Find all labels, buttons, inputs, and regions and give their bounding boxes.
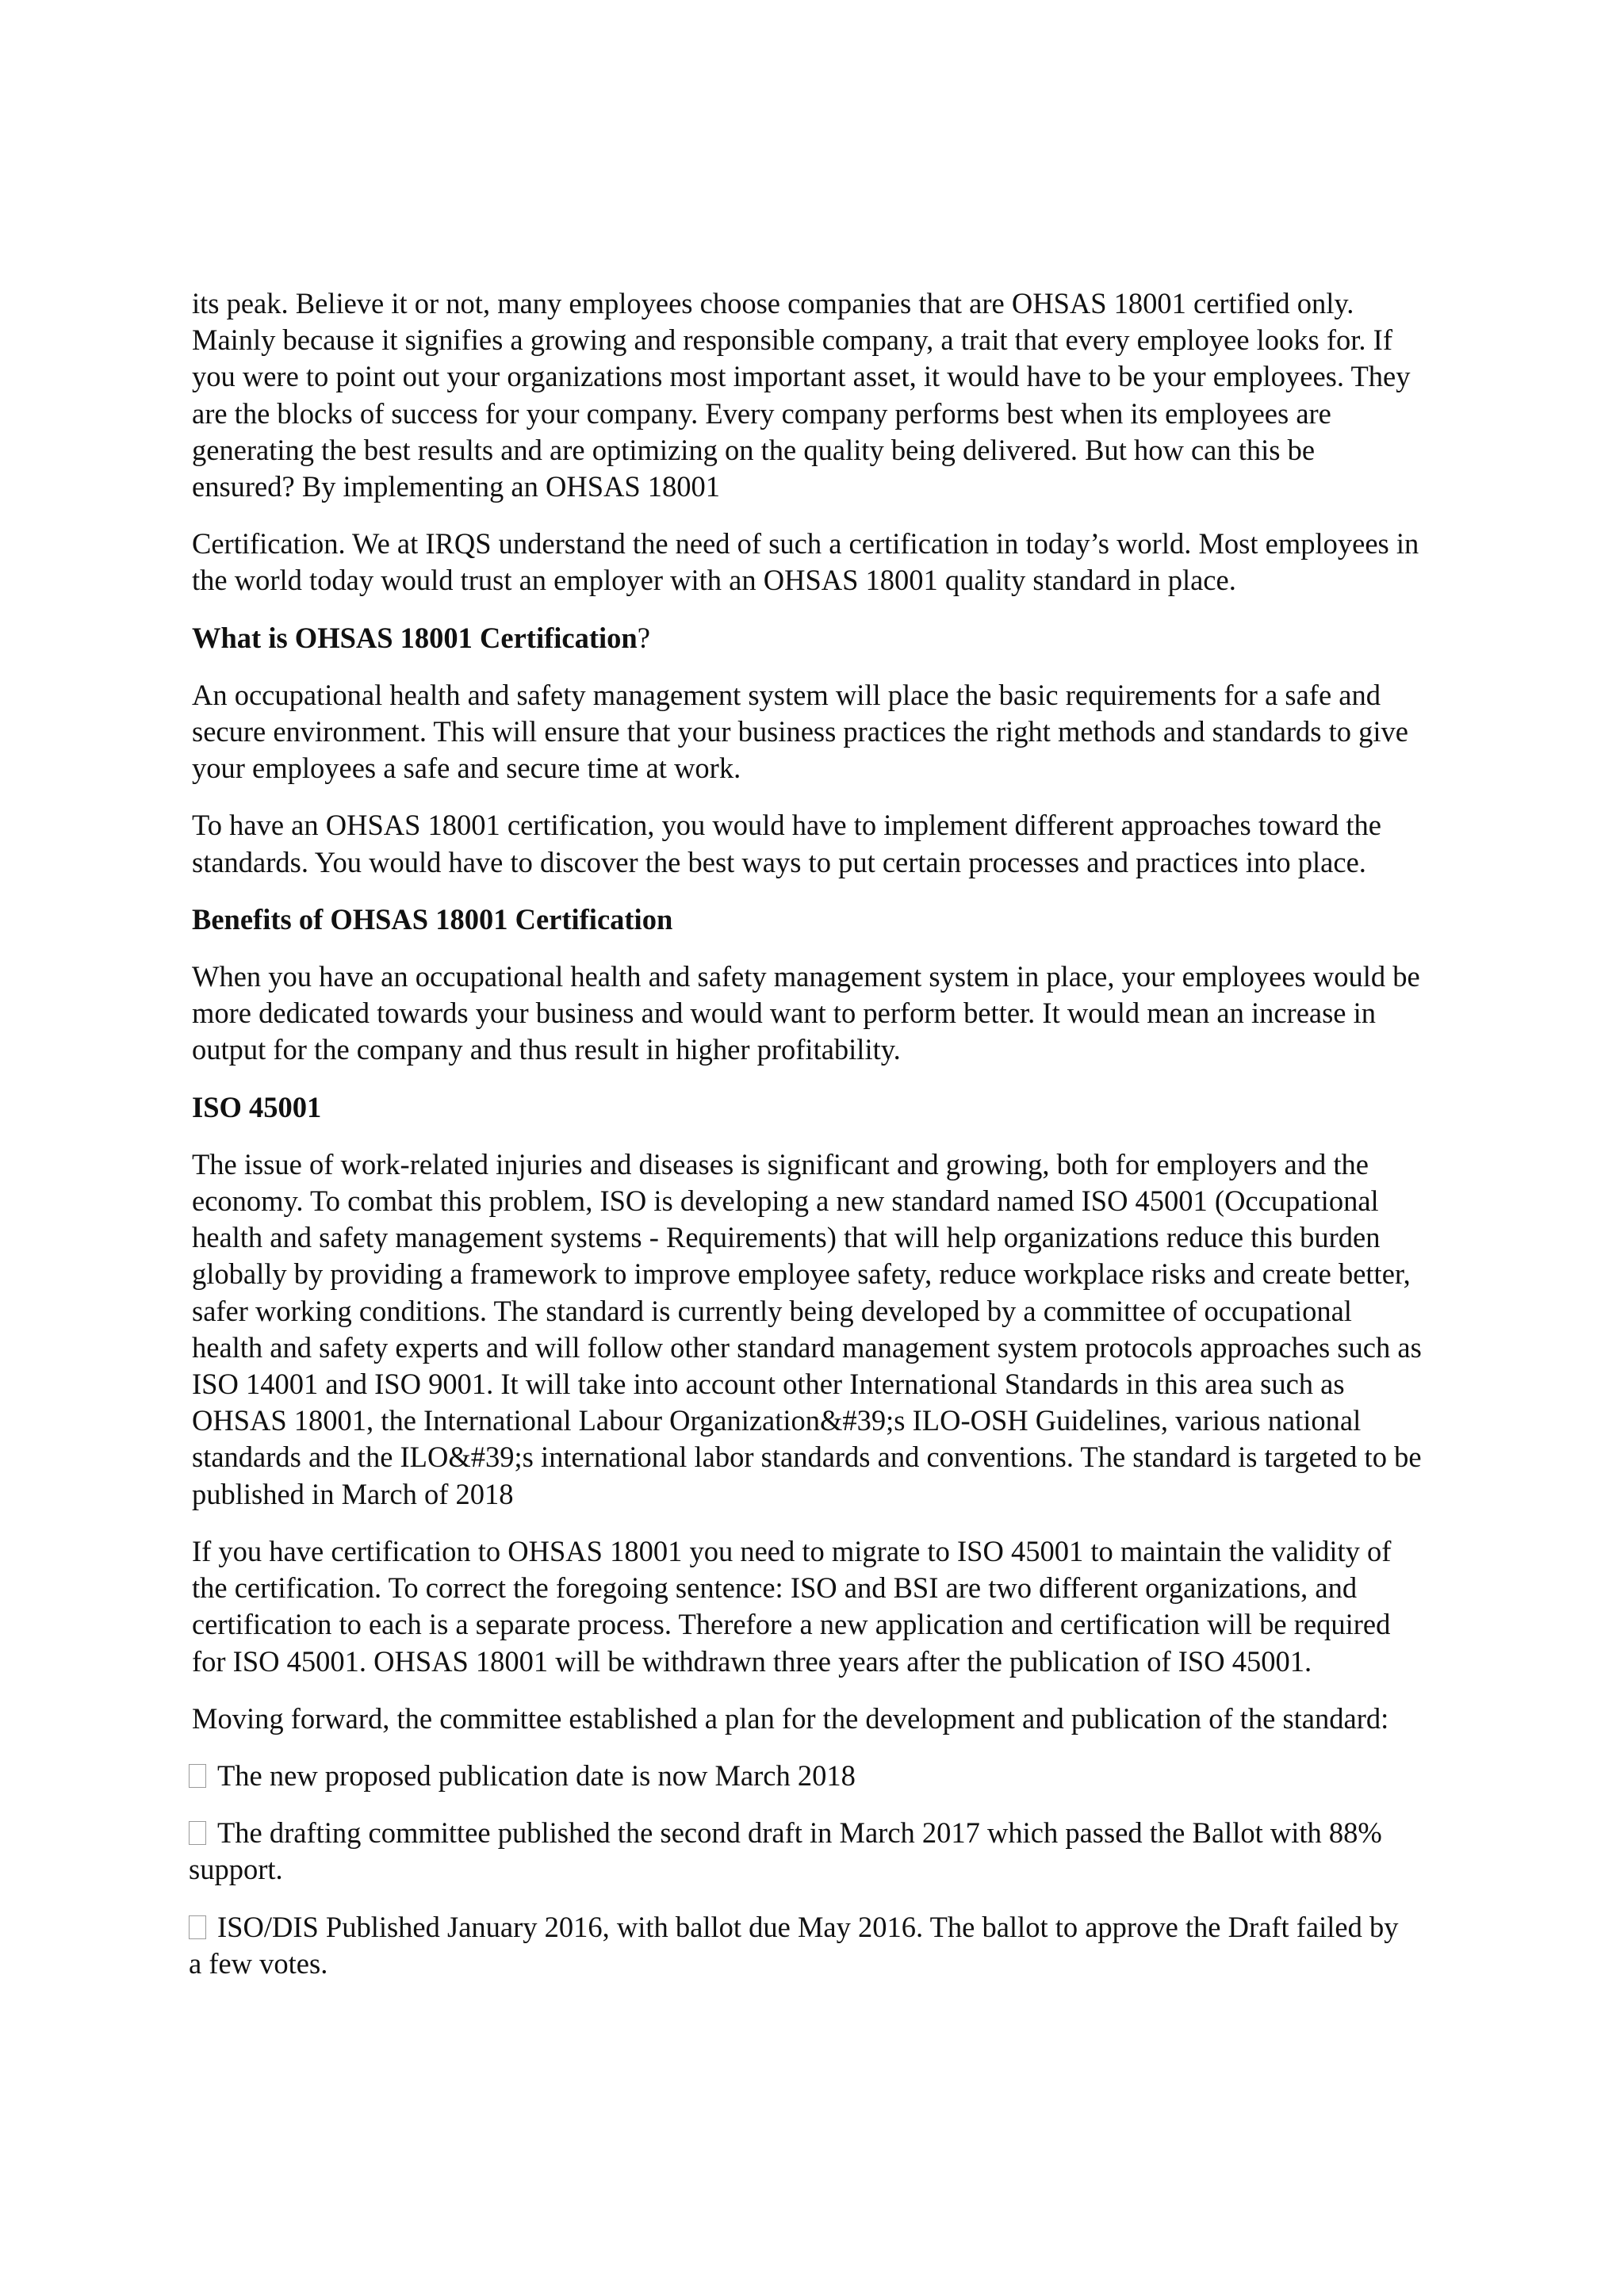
iso-migration-paragraph: If you have certification to OHSAS 18001 you need to migrate to ISO 45001 to maintain the validity of the certification. To correct the foregoing sentence: ISO and BSI are two different organizations, and certification to each is a separate process. Therefore a new application and certification will be required for ISO 45001. OHSAS 18001 will be withdrawn three years after the publication of ISO 45001. xyxy=(192,1534,1392,1678)
heading-iso-45001: ISO 45001 xyxy=(192,1090,322,1123)
document-body xyxy=(189,285,1453,2003)
bullet-text: The drafting committee published the second draft in March 2017 which passed the Ballot with 88% support. xyxy=(189,1816,1382,1886)
bullet-item xyxy=(189,1909,1453,1982)
iso-plan-paragraph: Moving forward, the committee established a plan for the development and publication of the standard: xyxy=(192,1701,1389,1735)
heading-what-is-ohsas xyxy=(192,620,1453,656)
ohsas-approach-paragraph: To have an OHSAS 18001 certification, you would have to implement different approaches toward the standards. You would have to discover the best ways to put certain processes and practices into place. xyxy=(192,809,1381,878)
intro-paragraph: its peak. Believe it or not, many employees choose companies that are OHSAS 18001 certified only. Mainly because it signifies a growing and responsible company, a trait that every employee looks for. If you were to point out your organizations most important asset, it would have to be your employees. They are the blocks of success for your company. Every company performs best when its employees are generating the best results and are optimizing on the quality being delivered. But how can this be ensured? By implementing an OHSAS 18001 xyxy=(192,287,1411,503)
bullet-box-icon xyxy=(189,1915,206,1939)
bullet-box-icon xyxy=(189,1821,206,1845)
irqs-paragraph: Certification. We at IRQS understand the need of such a certification in today’s world. Most employees in the world today would trust an employer with an OHSAS 18001 quality standard in place. xyxy=(192,527,1419,597)
ohsas-definition-paragraph: An occupational health and safety management system will place the basic requirements for a safe and secure environment. This will ensure that your business practices the right methods and standards to give your employees a safe and secure time at work. xyxy=(192,678,1408,785)
bullet-item xyxy=(189,1815,1453,1888)
bullet-item xyxy=(189,1758,1453,1794)
heading-benefits: Benefits of OHSAS 18001 Certification xyxy=(192,902,673,936)
iso-issue-paragraph: The issue of work-related injuries and diseases is significant and growing, both for employers and the economy. To combat this problem, ISO is developing a new standard named ISO 45001 (Occupational health and safety management systems - Requirements) that will help organizations reduce this burden globally by providing a framework to improve employee safety, reduce workplace risks and create better, safer working conditions. The standard is currently being developed by a committee of occupational health and safety experts and will follow other standard management system protocols approaches such as ISO 14001 and ISO 9001. It will take into account other International Standards in this area such as OHSAS 18001, the International Labour Organization&#39;s ILO-OSH Guidelines, various national standards and the ILO&#39;s international labor standards and conventions. The standard is targeted to be published in March of 2018 xyxy=(192,1147,1422,1510)
bullet-text: ISO/DIS Published January 2016, with ballot due May 2016. The ballot to approve the Draft failed by a few votes. xyxy=(189,1910,1399,1980)
heading-what-suffix: ? xyxy=(637,621,650,654)
bullet-box-icon xyxy=(189,1764,206,1788)
bullet-text: The new proposed publication date is now March 2018 xyxy=(217,1758,856,1792)
benefits-paragraph: When you have an occupational health and safety management system in place, your employees would be more dedicated towards your business and would want to perform better. It would mean an increase in output for the company and thus result in higher profitability. xyxy=(192,960,1420,1066)
heading-what-text: What is OHSAS 18001 Certification xyxy=(192,621,638,654)
